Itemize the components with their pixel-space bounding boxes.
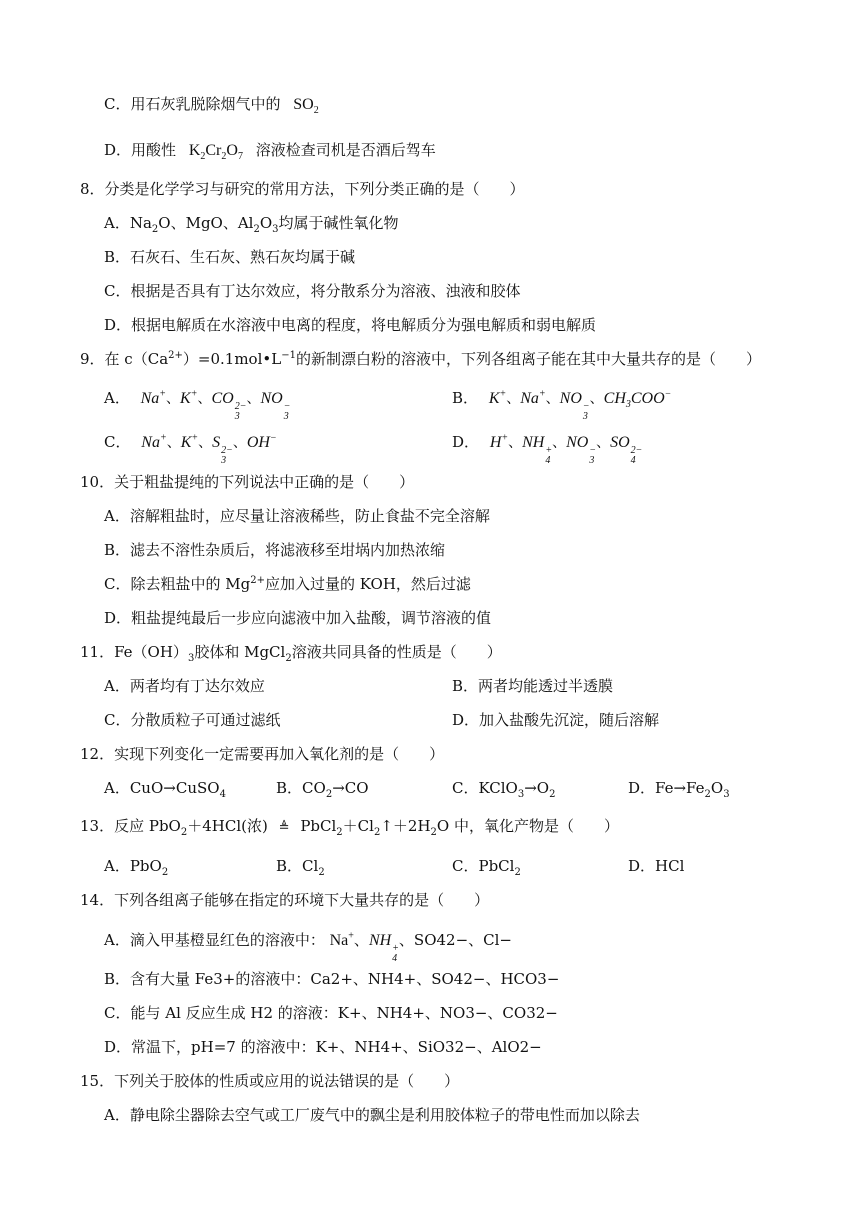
q10-option-a: A．溶解粗盐时，应尽量让溶液稀些，防止食盐不完全溶解 — [104, 507, 490, 525]
q13-option-a: A．PbO$_2$ — [104, 857, 169, 878]
q9-option-b: B． K+、Na+、NO − 3 、$CH_3COO^-$ — [452, 388, 672, 422]
q11-option-a: A．两者均有丁达尔效应 — [104, 677, 265, 695]
q9-option-d: D． H+、NH + 4 、NO − 3 、SO 2− 4 — [452, 432, 643, 466]
q12-stem: 12．实现下列变化一定需要再加入氧化剂的是（ ） — [80, 745, 445, 763]
q7-option-c: C．用石灰乳脱除烟气中的 $SO_2$ — [104, 95, 319, 117]
q14-option-a: A．滴入甲基橙显红色的溶液中： Na+、NH + 4 、SO42−、Cl− — [104, 930, 512, 964]
q15-option-a: A．静电除尘器除去空气或工厂废气中的飘尘是利用胶体粒子的带电性而加以除去 — [104, 1106, 640, 1124]
q8-option-a: A．$Na_2O$、MgO、$Al_2O_3$均属于碱性氧化物 — [104, 214, 399, 235]
q12-option-a: A．CuO→CuSO$_4$ — [104, 779, 226, 800]
q12-option-c: C．$KClO_3\to O_2$ — [452, 779, 556, 800]
q13-stem: 13．反应 PbO$_2$＋4HCl(浓) ≜ $PbCl_2+Cl_2↑+2H_2O$ 中，氧化产物是（ ） — [80, 817, 619, 838]
q11-stem: 11．$Fe(OH)_3$胶体和 MgCl$_2$溶液共同具备的性质是（ ） — [80, 643, 502, 664]
q9-option-c: C． Na+、K+、S 2− 3 、OH− — [104, 432, 277, 466]
q11-option-d: D．加入盐酸先沉淀，随后溶解 — [452, 711, 660, 729]
q8-option-b: B．石灰石、生石灰、熟石灰均属于碱 — [104, 248, 356, 266]
q9-option-a: A． Na+、K+、CO 2− 3 、NO − 3 — [104, 388, 291, 422]
q15-stem: 15．下列关于胶体的性质或应用的说法错误的是（ ） — [80, 1072, 460, 1090]
q8-option-d: D．根据电解质在水溶液中电离的程度，将电解质分为强电解质和弱电解质 — [104, 316, 597, 334]
heat-condition-symbol: ≜ — [278, 820, 290, 835]
q10-stem: 10．关于粗盐提纯的下列说法中正确的是（ ） — [80, 473, 415, 491]
q12-option-b: B．$CO_2\to CO$ — [276, 779, 369, 800]
q8-option-c: C．根据是否具有丁达尔效应，将分散系分为溶液、浊液和胶体 — [104, 282, 521, 300]
q13-option-b: B．$Cl_2$ — [276, 857, 325, 878]
q13-option-c: C．PbCl$_2$ — [452, 857, 521, 878]
q10-option-c: C．除去粗盐中的 $Mg^{2+}$应加入过量的 KOH，然后过滤 — [104, 575, 471, 593]
q12-option-d: D．$Fe\to Fe_2O_3$ — [628, 779, 730, 800]
q14-option-b: B．含有大量 Fe3+的溶液中：Ca2+、NH4+、SO42−、HCO3− — [104, 970, 560, 988]
q11-option-c: C．分散质粒子可通过滤纸 — [104, 711, 281, 729]
q14-option-c: C．能与 Al 反应生成 H2 的溶液：K+、NH4+、NO3−、CO32− — [104, 1004, 558, 1022]
q11-option-b: B．两者均能透过半透膜 — [452, 677, 614, 695]
q7-option-d: D．用酸性 $K_2Cr_2O_7$ 溶液检查司机是否酒后驾车 — [104, 141, 436, 163]
q9-stem: 9．在 $c(Ca^{2+})=0.1mol•L^{-1}$的新制漂白粉的溶液中，下列各组离子能在其中大量共存的是（ ） — [80, 350, 761, 368]
q14-stem: 14．下列各组离子能够在指定的环境下大量共存的是（ ） — [80, 891, 490, 909]
q13-option-d: D．HCl — [628, 857, 685, 875]
q10-option-d: D．粗盐提纯最后一步应向滤液中加入盐酸，调节溶液的值 — [104, 609, 492, 627]
q10-option-b: B．滤去不溶性杂质后，将滤液移至坩埚内加热浓缩 — [104, 541, 446, 559]
q14-option-d: D．常温下，pH=7 的溶液中：K+、NH4+、SiO32−、AlO2− — [104, 1038, 542, 1056]
q8-stem: 8．分类是化学学习与研究的常用方法，下列分类正确的是（ ） — [80, 180, 525, 198]
